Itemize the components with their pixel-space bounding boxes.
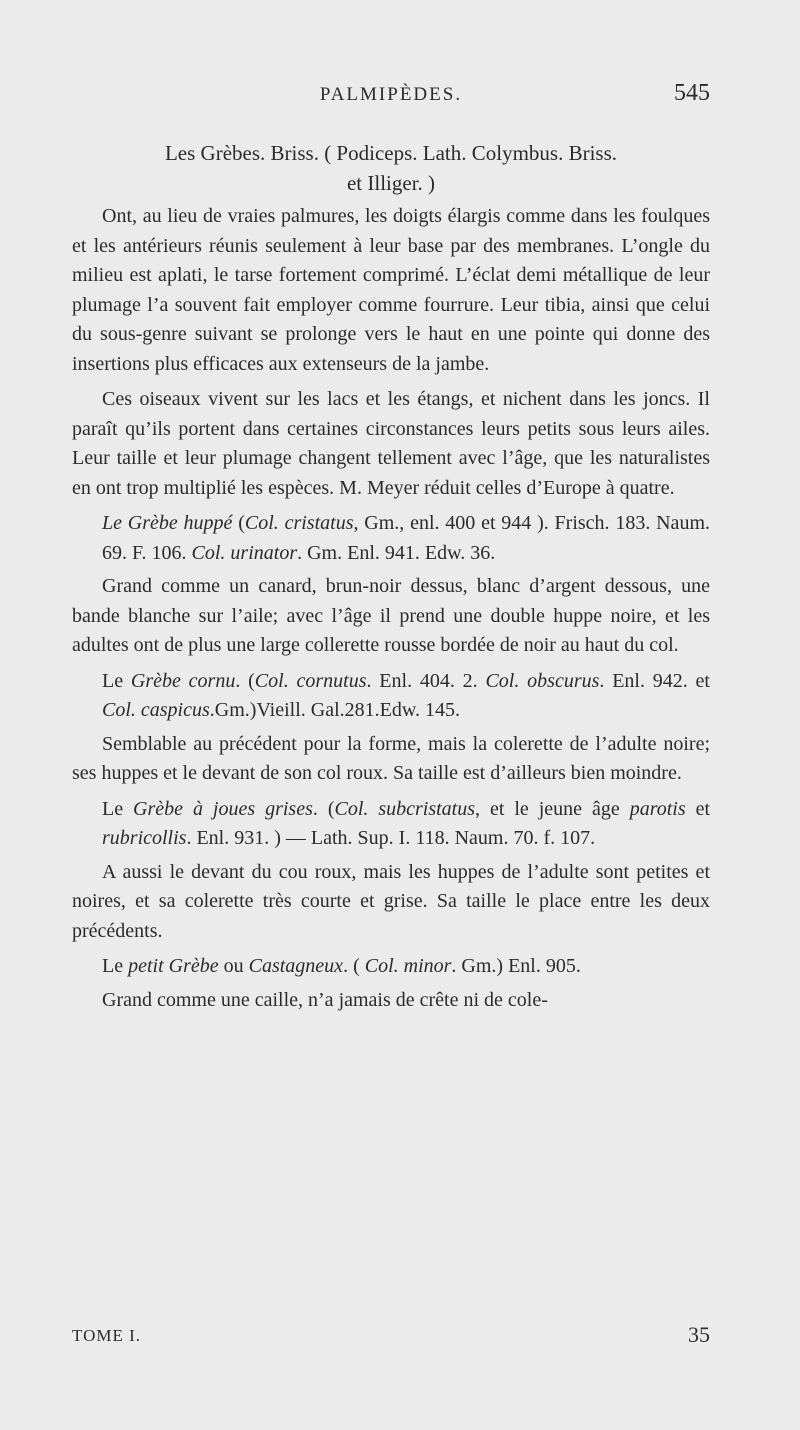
species-description-grebe-joues-grises: A aussi le devant du cou roux, mais les huppes de l’adulte sont petites et noires, et sa colerette très courte et grise. Sa taille le place entre les deux précédents. xyxy=(72,860,710,942)
section-heading xyxy=(72,138,710,198)
paragraph-genus-description: Ont, au lieu de vraies palmures, les doigts élargis comme dans les foulques et les antérieurs réunis seulement à leur base par des membranes. L’ongle du milieu est aplati, le tarse fortement comprimé. L’éclat demi métallique de leur plumage l’a souvent fait employer comme fourrure. Leur tibia, ainsi que celui du sous-genre suivant se prolonge vers le haut en une pointe qui donne des insertions plus efficaces aux extenseurs de la jambe. xyxy=(72,205,710,375)
section-heading-line-2: et Illiger. ) xyxy=(346,171,436,195)
page-number: 545 xyxy=(674,80,710,106)
species-latin: Col. cornutus xyxy=(254,669,367,692)
species-name: Grèbe à joues grises xyxy=(133,797,313,820)
species-refs-3: . Enl. 931. ) — Lath. Sup. I. 118. Naum. 70. f. 107. xyxy=(186,827,596,849)
species-latin-3: Col. caspicus xyxy=(102,699,210,721)
species-description-petit-grebe: Grand comme une caille, n’a jamais de crête ni de cole- xyxy=(102,988,548,1011)
species-refs-3: .Gm.)Vieill. Gal.281.Edw. 145. xyxy=(209,699,461,721)
species-latin: Col. subcristatus xyxy=(334,797,476,820)
running-title: PALMIPÈDES. xyxy=(319,84,463,105)
signature-mark: 35 xyxy=(688,1322,710,1347)
species-latin-2: parotis xyxy=(629,797,686,820)
species-latin-3: rubricollis xyxy=(102,827,187,849)
species-latin-2: Col. obscurus xyxy=(485,669,600,692)
species-refs-2: . Enl. 942. et xyxy=(599,669,710,692)
species-latin-2: Col. urinator xyxy=(191,541,298,564)
running-head xyxy=(72,80,710,120)
species-sep: ( xyxy=(232,512,245,534)
page-footer xyxy=(72,1322,710,1352)
species-name: Le Grèbe huppé xyxy=(102,512,233,534)
species-name: Grèbe cornu xyxy=(130,669,236,692)
species-prefix: Le xyxy=(102,797,134,820)
species-sep: . ( xyxy=(343,955,365,977)
species-refs: . Gm.) Enl. 905. xyxy=(451,955,581,977)
species-refs: , Gm., enl. 400 et 944 ). Frisch. 183. Naum. 69. F. 106. xyxy=(102,512,710,564)
section-heading-line-1: Les Grèbes. Briss. ( Podiceps. Lath. Colymbus. Briss. xyxy=(164,141,618,165)
species-latin: Col. cristatus xyxy=(244,512,354,534)
species-description-grebe-cornu: Semblable au précédent pour la forme, mais la colerette de l’adulte noire; ses huppes et le devant de son col roux. Sa taille est d’ailleurs bien moindre. xyxy=(72,732,710,784)
species-description-grebe-huppe: Grand comme un canard, brun-noir dessus, blanc d’argent dessous, une bande blanche sur l’aile; avec l’âge il prend une double huppe noire, et les adultes ont de plus une large collerette rousse bordée de noir au haut du col. xyxy=(72,575,710,656)
species-mid: ou xyxy=(218,955,249,977)
species-prefix: Le xyxy=(102,955,129,977)
species-entry-petit-grebe xyxy=(72,952,710,982)
species-refs-2: . Gm. Enl. 941. Edw. 36. xyxy=(297,541,496,564)
paragraph-habits: Ces oiseaux vivent sur les lacs et les étangs, et nichent dans les joncs. Il paraît qu’ils portent dans certaines circonstances leurs petits sous leurs ailes. Leur taille et leur plumage changent tellement avec l’âge, que les naturalistes en ont trop multiplié les espèces. M. Meyer réduit celles d’Europe à quatre. xyxy=(72,388,710,499)
species-sep: . ( xyxy=(312,797,335,820)
species-name: petit Grèbe xyxy=(128,955,219,977)
species-refs: . Enl. 404. 2. xyxy=(366,669,486,692)
species-sep: . ( xyxy=(235,669,255,692)
species-entry-grebe-joues-grises xyxy=(72,795,710,854)
species-refs: , et le jeune âge xyxy=(475,797,630,820)
species-entry-grebe-huppe xyxy=(72,509,710,568)
species-entry-grebe-cornu xyxy=(72,667,710,726)
species-refs-2: et xyxy=(685,797,711,820)
species-latin: Col. minor xyxy=(364,955,452,977)
species-prefix: Le xyxy=(102,669,131,692)
species-name-2: Castagneux xyxy=(248,955,344,977)
tome-label: TOME I. xyxy=(72,1326,142,1345)
